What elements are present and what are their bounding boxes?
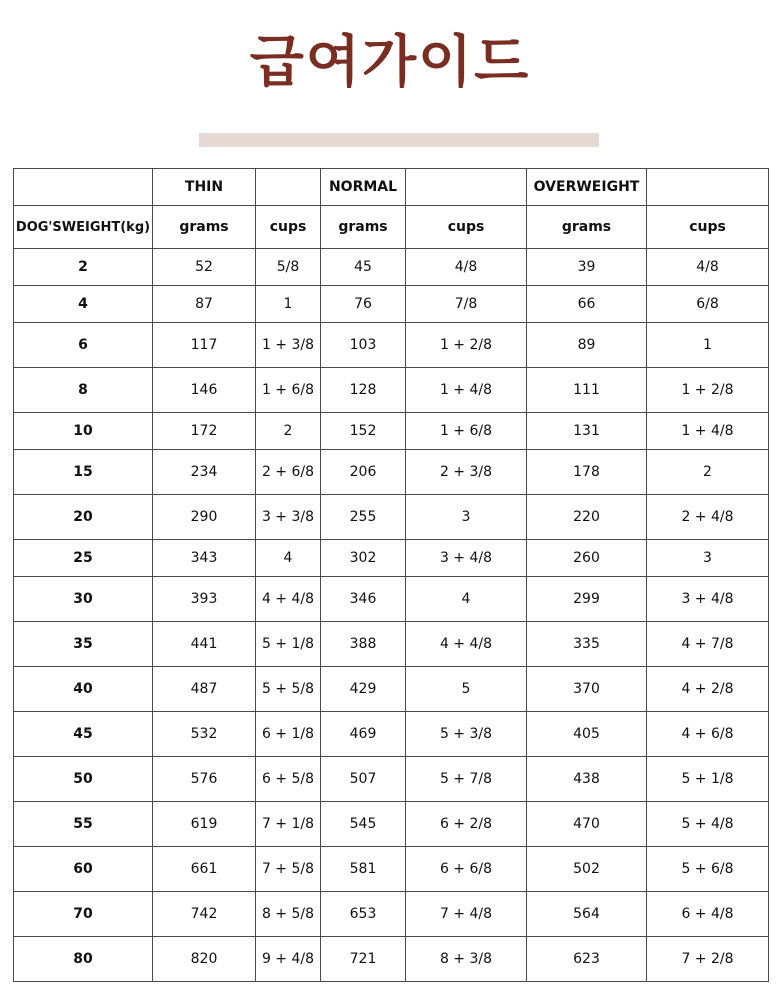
thin-cups-cell: 6 + 1/8 bbox=[256, 712, 321, 757]
table-row bbox=[14, 323, 769, 368]
overweight-cups-cell: 3 + 4/8 bbox=[647, 577, 769, 622]
weight-cell: 6 bbox=[14, 323, 153, 368]
thin-grams-cell: 742 bbox=[153, 892, 256, 937]
thin-cups-cell: 5/8 bbox=[256, 249, 321, 286]
normal-grams-cell: 545 bbox=[321, 802, 406, 847]
weight-cell: 4 bbox=[14, 286, 153, 323]
normal-cups-cell: 2 + 3/8 bbox=[406, 450, 527, 495]
overweight-grams-cell: 502 bbox=[527, 847, 647, 892]
normal-cups-cell: 4 + 4/8 bbox=[406, 622, 527, 667]
overweight-cups-cell: 7 + 2/8 bbox=[647, 937, 769, 982]
normal-grams-cell: 45 bbox=[321, 249, 406, 286]
overweight-grams-cell: 470 bbox=[527, 802, 647, 847]
overweight-grams-cell: 335 bbox=[527, 622, 647, 667]
overweight-grams-cell: 111 bbox=[527, 368, 647, 413]
normal-grams-cell: 255 bbox=[321, 495, 406, 540]
header-cups: cups bbox=[647, 206, 769, 249]
normal-grams-cell: 507 bbox=[321, 757, 406, 802]
overweight-grams-cell: 39 bbox=[527, 249, 647, 286]
header-row-categories bbox=[14, 169, 769, 206]
table-row bbox=[14, 847, 769, 892]
thin-cups-cell: 6 + 5/8 bbox=[256, 757, 321, 802]
header-cups: cups bbox=[406, 206, 527, 249]
normal-grams-cell: 206 bbox=[321, 450, 406, 495]
weight-cell: 80 bbox=[14, 937, 153, 982]
table-row bbox=[14, 892, 769, 937]
normal-cups-cell: 7 + 4/8 bbox=[406, 892, 527, 937]
overweight-grams-cell: 299 bbox=[527, 577, 647, 622]
header-normal: NORMAL bbox=[321, 169, 406, 206]
thin-grams-cell: 117 bbox=[153, 323, 256, 368]
overweight-cups-cell: 1 + 4/8 bbox=[647, 413, 769, 450]
thin-cups-cell: 8 + 5/8 bbox=[256, 892, 321, 937]
overweight-cups-cell: 2 bbox=[647, 450, 769, 495]
thin-grams-cell: 172 bbox=[153, 413, 256, 450]
table-row bbox=[14, 712, 769, 757]
weight-cell: 15 bbox=[14, 450, 153, 495]
thin-cups-cell: 1 + 3/8 bbox=[256, 323, 321, 368]
header-grams: grams bbox=[153, 206, 256, 249]
normal-grams-cell: 429 bbox=[321, 667, 406, 712]
thin-cups-cell: 1 + 6/8 bbox=[256, 368, 321, 413]
normal-cups-cell: 5 + 3/8 bbox=[406, 712, 527, 757]
thin-grams-cell: 661 bbox=[153, 847, 256, 892]
thin-grams-cell: 234 bbox=[153, 450, 256, 495]
weight-cell: 40 bbox=[14, 667, 153, 712]
overweight-cups-cell: 5 + 6/8 bbox=[647, 847, 769, 892]
weight-cell: 30 bbox=[14, 577, 153, 622]
header-cell bbox=[14, 169, 153, 206]
thin-cups-cell: 5 + 1/8 bbox=[256, 622, 321, 667]
table-row bbox=[14, 667, 769, 712]
normal-grams-cell: 128 bbox=[321, 368, 406, 413]
table-row bbox=[14, 368, 769, 413]
overweight-cups-cell: 6/8 bbox=[647, 286, 769, 323]
thin-cups-cell: 2 + 6/8 bbox=[256, 450, 321, 495]
weight-cell: 25 bbox=[14, 540, 153, 577]
table-row bbox=[14, 757, 769, 802]
normal-grams-cell: 152 bbox=[321, 413, 406, 450]
overweight-cups-cell: 4 + 6/8 bbox=[647, 712, 769, 757]
normal-cups-cell: 1 + 2/8 bbox=[406, 323, 527, 368]
header-cell bbox=[406, 169, 527, 206]
overweight-cups-cell: 1 + 2/8 bbox=[647, 368, 769, 413]
page-title: 급여가이드 bbox=[249, 30, 531, 95]
header-grams: grams bbox=[321, 206, 406, 249]
weight-cell: 45 bbox=[14, 712, 153, 757]
normal-grams-cell: 103 bbox=[321, 323, 406, 368]
header-thin: THIN bbox=[153, 169, 256, 206]
table-row bbox=[14, 802, 769, 847]
thin-cups-cell: 7 + 5/8 bbox=[256, 847, 321, 892]
weight-cell: 60 bbox=[14, 847, 153, 892]
weight-cell: 20 bbox=[14, 495, 153, 540]
thin-grams-cell: 441 bbox=[153, 622, 256, 667]
normal-cups-cell: 3 bbox=[406, 495, 527, 540]
overweight-cups-cell: 2 + 4/8 bbox=[647, 495, 769, 540]
thin-grams-cell: 343 bbox=[153, 540, 256, 577]
overweight-grams-cell: 260 bbox=[527, 540, 647, 577]
normal-cups-cell: 3 + 4/8 bbox=[406, 540, 527, 577]
normal-cups-cell: 7/8 bbox=[406, 286, 527, 323]
header-cups: cups bbox=[256, 206, 321, 249]
table-row bbox=[14, 937, 769, 982]
overweight-grams-cell: 564 bbox=[527, 892, 647, 937]
weight-cell: 8 bbox=[14, 368, 153, 413]
weight-cell: 10 bbox=[14, 413, 153, 450]
thin-grams-cell: 52 bbox=[153, 249, 256, 286]
normal-cups-cell: 5 bbox=[406, 667, 527, 712]
table-row bbox=[14, 286, 769, 323]
overweight-cups-cell: 4 + 7/8 bbox=[647, 622, 769, 667]
thin-cups-cell: 4 + 4/8 bbox=[256, 577, 321, 622]
weight-cell: 50 bbox=[14, 757, 153, 802]
overweight-grams-cell: 178 bbox=[527, 450, 647, 495]
title-divider bbox=[199, 133, 599, 147]
thin-grams-cell: 87 bbox=[153, 286, 256, 323]
normal-grams-cell: 388 bbox=[321, 622, 406, 667]
table-row bbox=[14, 450, 769, 495]
table-row bbox=[14, 540, 769, 577]
normal-cups-cell: 4 bbox=[406, 577, 527, 622]
overweight-cups-cell: 4 + 2/8 bbox=[647, 667, 769, 712]
normal-cups-cell: 1 + 6/8 bbox=[406, 413, 527, 450]
thin-cups-cell: 9 + 4/8 bbox=[256, 937, 321, 982]
normal-grams-cell: 721 bbox=[321, 937, 406, 982]
table-row bbox=[14, 495, 769, 540]
thin-grams-cell: 393 bbox=[153, 577, 256, 622]
overweight-cups-cell: 1 bbox=[647, 323, 769, 368]
header-cell bbox=[256, 169, 321, 206]
thin-grams-cell: 146 bbox=[153, 368, 256, 413]
weight-cell: 35 bbox=[14, 622, 153, 667]
normal-cups-cell: 4/8 bbox=[406, 249, 527, 286]
thin-grams-cell: 619 bbox=[153, 802, 256, 847]
thin-cups-cell: 3 + 3/8 bbox=[256, 495, 321, 540]
normal-grams-cell: 346 bbox=[321, 577, 406, 622]
header-dog-weight: DOG'SWEIGHT(kg) bbox=[14, 206, 153, 249]
overweight-cups-cell: 4/8 bbox=[647, 249, 769, 286]
thin-cups-cell: 1 bbox=[256, 286, 321, 323]
weight-cell: 55 bbox=[14, 802, 153, 847]
thin-grams-cell: 576 bbox=[153, 757, 256, 802]
feeding-guide-table bbox=[13, 168, 769, 982]
thin-grams-cell: 532 bbox=[153, 712, 256, 757]
overweight-cups-cell: 5 + 1/8 bbox=[647, 757, 769, 802]
overweight-grams-cell: 405 bbox=[527, 712, 647, 757]
table-row bbox=[14, 622, 769, 667]
thin-grams-cell: 487 bbox=[153, 667, 256, 712]
thin-cups-cell: 5 + 5/8 bbox=[256, 667, 321, 712]
table-row bbox=[14, 249, 769, 286]
overweight-grams-cell: 89 bbox=[527, 323, 647, 368]
thin-cups-cell: 7 + 1/8 bbox=[256, 802, 321, 847]
normal-cups-cell: 5 + 7/8 bbox=[406, 757, 527, 802]
weight-cell: 70 bbox=[14, 892, 153, 937]
normal-grams-cell: 469 bbox=[321, 712, 406, 757]
normal-cups-cell: 6 + 2/8 bbox=[406, 802, 527, 847]
overweight-grams-cell: 131 bbox=[527, 413, 647, 450]
overweight-grams-cell: 220 bbox=[527, 495, 647, 540]
table-row bbox=[14, 413, 769, 450]
normal-cups-cell: 6 + 6/8 bbox=[406, 847, 527, 892]
overweight-grams-cell: 66 bbox=[527, 286, 647, 323]
normal-grams-cell: 76 bbox=[321, 286, 406, 323]
normal-grams-cell: 302 bbox=[321, 540, 406, 577]
normal-cups-cell: 8 + 3/8 bbox=[406, 937, 527, 982]
overweight-grams-cell: 623 bbox=[527, 937, 647, 982]
header-cell bbox=[647, 169, 769, 206]
header-overweight: OVERWEIGHT bbox=[527, 169, 647, 206]
normal-cups-cell: 1 + 4/8 bbox=[406, 368, 527, 413]
table-row bbox=[14, 577, 769, 622]
normal-grams-cell: 653 bbox=[321, 892, 406, 937]
thin-cups-cell: 2 bbox=[256, 413, 321, 450]
thin-grams-cell: 820 bbox=[153, 937, 256, 982]
overweight-cups-cell: 5 + 4/8 bbox=[647, 802, 769, 847]
thin-cups-cell: 4 bbox=[256, 540, 321, 577]
weight-cell: 2 bbox=[14, 249, 153, 286]
overweight-cups-cell: 6 + 4/8 bbox=[647, 892, 769, 937]
header-grams: grams bbox=[527, 206, 647, 249]
header-row-units bbox=[14, 206, 769, 249]
normal-grams-cell: 581 bbox=[321, 847, 406, 892]
thin-grams-cell: 290 bbox=[153, 495, 256, 540]
overweight-cups-cell: 3 bbox=[647, 540, 769, 577]
overweight-grams-cell: 438 bbox=[527, 757, 647, 802]
overweight-grams-cell: 370 bbox=[527, 667, 647, 712]
